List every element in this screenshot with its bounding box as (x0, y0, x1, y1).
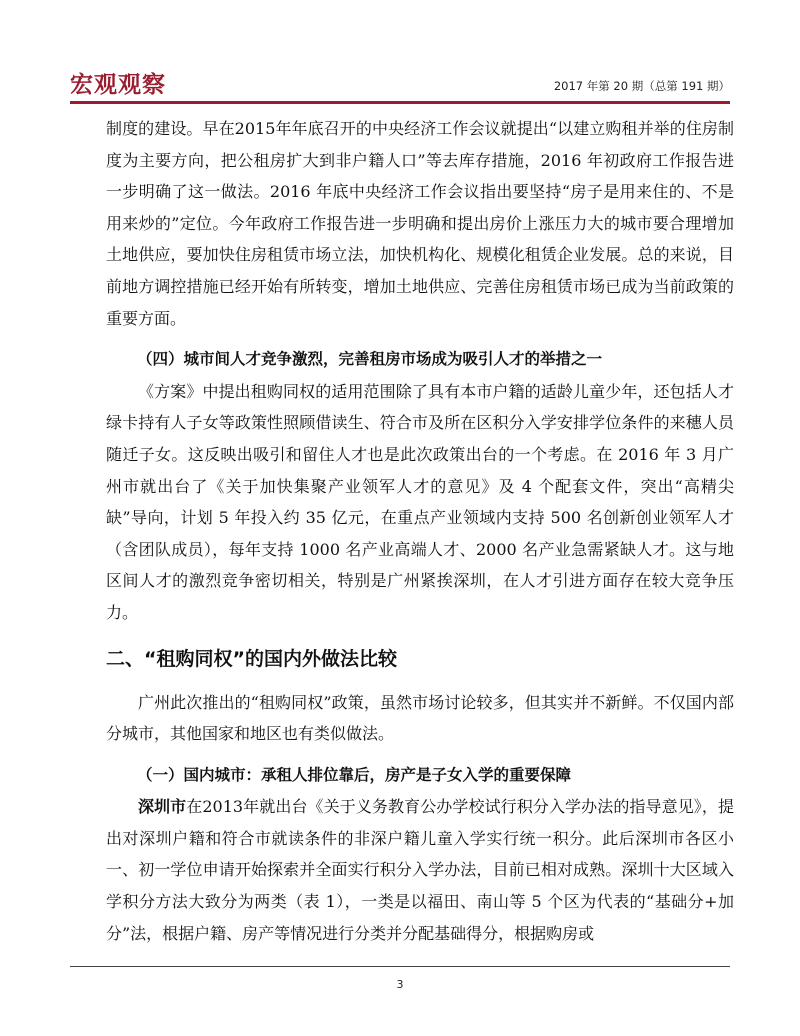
subheading-talent-competition: （四）城市间人才竞争激烈，完善租房市场成为吸引人才的举措之一 (137, 350, 603, 369)
shenzhen-text: 在2013年就出台《关于义务教育公办学校试行积分入学办法的指导意见》，提出对深圳户籍和符合市就读条件的非深户籍儿童入学实行统一积分。此后深圳市各区小一、初一学位申请开始探索并全面实行积分入学办法，目前已相对成熟。深圳十大区域入学积分方法大致分为两类（表 1），一类是以福田、南山等 5 个区为代表的“基础分+加分”法，根据户籍、房产等情况进行分类并分配基础得分，根据购房或 (106, 797, 734, 943)
page-header (70, 62, 730, 102)
paragraph-shenzhen (106, 791, 734, 949)
subheading-domestic-cities: （一）国内城市：承租人排位靠后，房产是子女入学的重要保障 (137, 765, 572, 784)
paragraph-comparison-intro: 广州此次推出的“租购同权”政策，虽然市场讨论较多，但其实并不新鲜。不仅国内部分城市，其他国家和地区也有类似做法。 (106, 692, 734, 744)
paragraph-policy-background: 制度的建设。早在2015年年底召开的中央经济工作会议就提出“以建立购租并举的住房制度为主要方向，把公租房扩大到非户籍人口”等去库存措施，2016 年初政府工作报告进一步明确了这一做法。2016 年底中央经济工作会议指出要坚持“房子是用来住的、不是用来炒的”定位。今年政府工作报告进一步明确和提出房价上涨压力大的城市要合理增加土地供应，要加快住房租赁市场立法，加快机构化、规模化租赁企业发展。总的来说，目前地方调控措施已经开始有所转变，增加土地供应、完善住房租赁市场已成为当前政策的重要方面。 (106, 119, 734, 328)
section-heading-comparison: 二、“租购同权”的国内外做法比较 (106, 647, 397, 670)
footer-divider (70, 966, 730, 967)
header-divider (70, 101, 730, 104)
article-body (106, 113, 734, 949)
page-number: 3 (396, 978, 404, 991)
publication-title: 宏观观察 (70, 72, 166, 98)
shenzhen-lead: 深圳市 (138, 797, 187, 817)
paragraph-talent-policy: 《方案》中提出租购同权的适用范围除了具有本市户籍的适龄儿童少年，还包括人才绿卡持有人子女等政策性照顾借读生、符合市及所在区积分入学安排学位条件的来穗人员随迁子女。这反映出吸引和留住人才也是此次政策出台的一个考虑。在 2016 年 3 月广州市就出台了《关于加快集聚产业领军人才的意见》及 4 个配套文件，突出“高精尖缺”导向，计划 5 年投入约 35 亿元，在重点产业领域内支持 500 名创新创业领军人才（含团队成员），每年支持 1000 名产业高端人才、2000 名产业急需紧缺人才。这与地区间人才的激烈竞争密切相关，特别是广州紧挨深圳，在人才引进方面存在较大竞争压力。 (106, 381, 734, 622)
issue-number: 2017 年第 20 期（总第 191 期） (553, 79, 730, 93)
